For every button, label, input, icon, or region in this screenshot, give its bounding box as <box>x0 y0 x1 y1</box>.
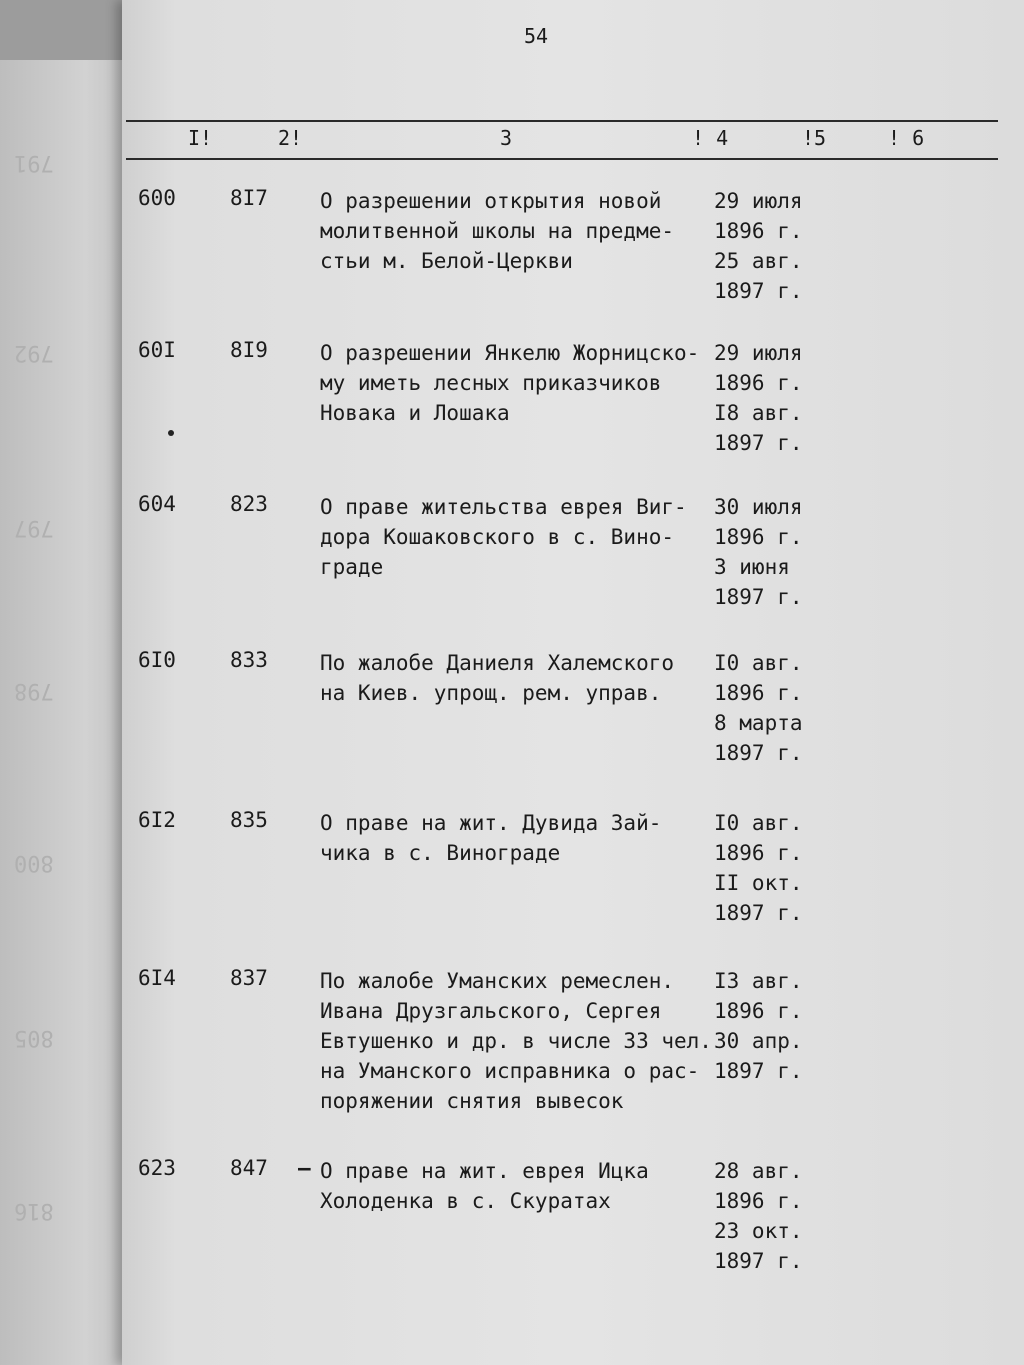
dates <box>714 186 844 306</box>
header-col4: ! 4 <box>692 126 729 150</box>
header-col5: !5 <box>802 126 827 150</box>
description-line: О праве на жит. еврея Ицка <box>320 1159 649 1183</box>
reference-number: 8I9 <box>230 338 268 362</box>
reference-number: 835 <box>230 808 268 832</box>
reference-number: 823 <box>230 492 268 516</box>
date-line: 1897 г. <box>714 279 803 303</box>
reference-number: 8I7 <box>230 186 268 210</box>
ghost-number: 797 <box>14 515 54 540</box>
date-line: 1896 г. <box>714 841 803 865</box>
dates <box>714 648 844 768</box>
date-line: 8 марта <box>714 711 803 735</box>
description-line: дора Кошаковского в с. Вино- <box>320 525 675 549</box>
description <box>320 1156 720 1216</box>
date-line: 30 апр. <box>714 1029 803 1053</box>
date-line: I0 авг. <box>714 811 803 835</box>
description-line: О разрешении Янкелю Жорницско- <box>320 341 700 365</box>
date-line: I0 авг. <box>714 651 803 675</box>
date-line: 3 июня <box>714 555 790 579</box>
description-line: граде <box>320 555 384 579</box>
description-line: По жалобе Уманских ремеслен. <box>320 969 675 993</box>
date-line: 29 июля <box>714 189 803 213</box>
description-line: му иметь лесных приказчиков <box>320 371 662 395</box>
description-line: Новака и Лошака <box>320 401 510 425</box>
header-col6: ! 6 <box>888 126 925 150</box>
description <box>320 966 720 1116</box>
header-col1: I! <box>188 126 213 150</box>
date-line: 1897 г. <box>714 741 803 765</box>
record-number: 6I2 <box>138 808 176 832</box>
dates <box>714 966 844 1086</box>
description <box>320 338 720 428</box>
record-number: 6I4 <box>138 966 176 990</box>
record-number: 6I0 <box>138 648 176 672</box>
description-line: стьи м. Белой-Церкви <box>320 249 573 273</box>
description-line: чика в с. Винограде <box>320 841 561 865</box>
dash-mark: – <box>298 1156 311 1180</box>
date-line: 1897 г. <box>714 585 803 609</box>
ghost-number: 792 <box>14 340 54 365</box>
description <box>320 492 720 582</box>
date-line: II окт. <box>714 871 803 895</box>
ghost-number: 798 <box>14 678 54 703</box>
left-facing-page <box>0 60 122 1365</box>
date-line: 1896 г. <box>714 525 803 549</box>
date-line: I8 авг. <box>714 401 803 425</box>
reference-number: 837 <box>230 966 268 990</box>
description <box>320 648 720 708</box>
reference-number: 847 <box>230 1156 268 1180</box>
header-col2: 2! <box>278 126 303 150</box>
date-line: 1897 г. <box>714 901 803 925</box>
description-line: на Киев. упрощ. рем. управ. <box>320 681 662 705</box>
page-number: 54 <box>524 24 549 48</box>
description-line: молитвенной школы на предме- <box>320 219 675 243</box>
ink-dot <box>168 430 174 436</box>
record-number: 623 <box>138 1156 176 1180</box>
ghost-number: 805 <box>14 1025 54 1050</box>
date-line: 1896 г. <box>714 1189 803 1213</box>
description-line: По жалобе Даниеля Халемского <box>320 651 675 675</box>
date-line: 25 авг. <box>714 249 803 273</box>
date-line: 30 июля <box>714 495 803 519</box>
dates <box>714 808 844 928</box>
header-bottom-rule <box>126 158 998 160</box>
record-number: 600 <box>138 186 176 210</box>
date-line: 29 июля <box>714 341 803 365</box>
date-line: 1896 г. <box>714 371 803 395</box>
dates <box>714 1156 844 1276</box>
record-number: 60I <box>138 338 176 362</box>
header-top-rule <box>126 120 998 122</box>
description-line: О праве жительства еврея Виг- <box>320 495 687 519</box>
ghost-number: 816 <box>14 1198 54 1223</box>
date-line: 23 окт. <box>714 1219 803 1243</box>
record-number: 604 <box>138 492 176 516</box>
date-line: 1896 г. <box>714 999 803 1023</box>
date-line: 28 авг. <box>714 1159 803 1183</box>
description-line: Ивана Друзгальского, Сергея <box>320 999 662 1023</box>
header-col3: 3 <box>500 126 513 150</box>
date-line: 1896 г. <box>714 681 803 705</box>
description-line: на Уманского исправника о рас- <box>320 1059 700 1083</box>
dates <box>714 338 844 458</box>
ghost-number: 791 <box>14 150 54 175</box>
description-line: О праве на жит. Дувида Зай- <box>320 811 662 835</box>
date-line: I3 авг. <box>714 969 803 993</box>
description-line: Холоденка в с. Скуратах <box>320 1189 611 1213</box>
description <box>320 808 720 868</box>
date-line: 1896 г. <box>714 219 803 243</box>
ghost-number: 800 <box>14 850 54 875</box>
description-line: О разрешении открытия новой <box>320 189 662 213</box>
reference-number: 833 <box>230 648 268 672</box>
description-line: Евтушенко и др. в числе 33 чел. <box>320 1029 712 1053</box>
description <box>320 186 720 276</box>
document-page <box>122 0 1024 1365</box>
date-line: 1897 г. <box>714 1059 803 1083</box>
date-line: 1897 г. <box>714 1249 803 1273</box>
description-line: поряжении снятия вывесок <box>320 1089 624 1113</box>
dates <box>714 492 844 612</box>
date-line: 1897 г. <box>714 431 803 455</box>
